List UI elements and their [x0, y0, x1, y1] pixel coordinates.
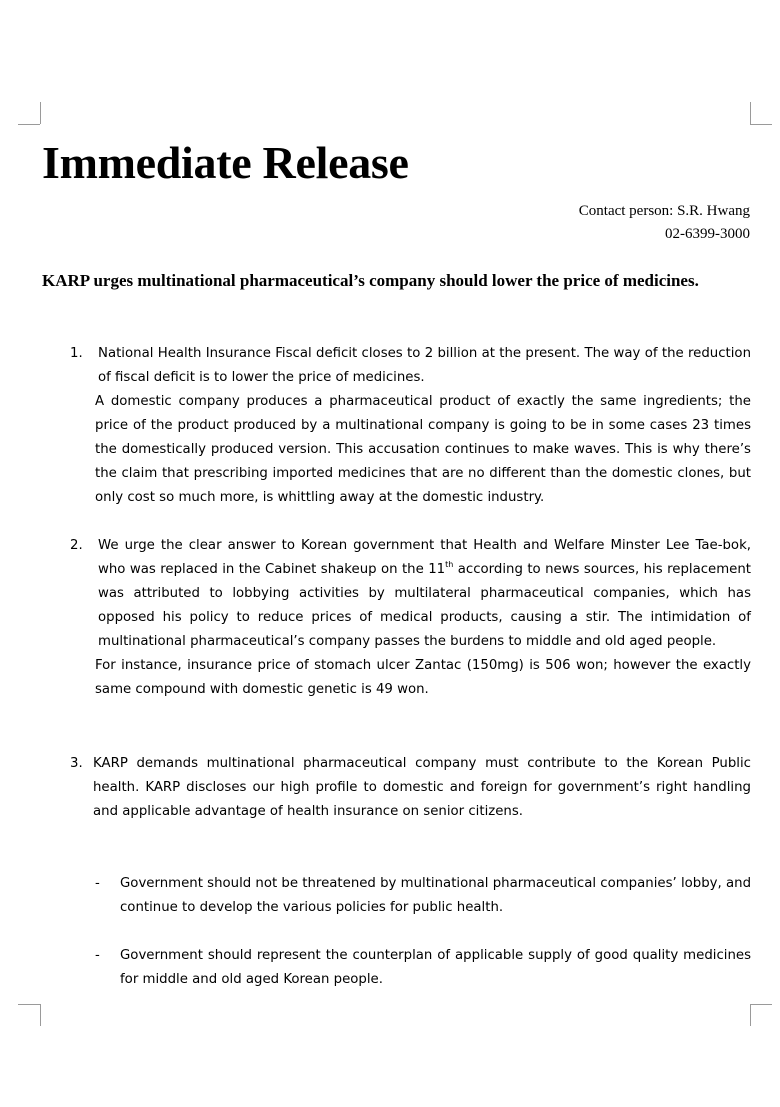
item-paragraph: A domestic company produces a pharmaceutical product of exactly the same ingredients; the price of the product produced by a multinational company is going to be in some cases 23 times the domestically produced version. This accusation continues to make waves. This is why there’s the claim that prescribing imported medicines that are no different than the domestic clones, but only cost so much more, is whittling away at the domestic industry.: [95, 394, 751, 505]
crop-mark-bottom-left-h: [18, 1004, 40, 1005]
bullet-dash: -: [95, 948, 100, 963]
bullet-item-1: [95, 872, 751, 920]
item-paragraph: For instance, insurance price of stomach ulcer Zantac (150mg) is 506 won; however the exactly same compound with domestic genetic is 49 won.: [95, 658, 751, 697]
numbered-item-2: [70, 534, 751, 702]
press-headline: KARP urges multinational pharmaceutical’s company should lower the price of medicines.: [42, 271, 699, 290]
contact-block: [579, 200, 750, 246]
crop-mark-top-left-v: [40, 102, 41, 124]
bullet-item-2: [95, 944, 751, 992]
item-paragraph-text: according to news sources, his replacement was attributed to lobbying activities by multilateral pharmaceutical companies, which has opposed his policy to reduce prices of medical products, causing a stir. The intimidation of multinational pharmaceutical’s company passes the burdens to middle and old aged people.: [98, 562, 751, 649]
numbered-item-1: [70, 342, 751, 510]
item-paragraph: [98, 534, 751, 654]
bullet-text: Government should represent the counterplan of applicable supply of good quality medicines for middle and old aged Korean people.: [120, 948, 751, 987]
contact-phone: 02-6399-3000: [665, 226, 750, 242]
bullet-text: Government should not be threatened by multinational pharmaceutical companies’ lobby, and continue to develop the various policies for public health.: [120, 876, 752, 915]
numbered-item-3: [70, 752, 751, 824]
ordinal-superscript: th: [445, 560, 454, 569]
crop-mark-top-right-h: [750, 124, 772, 125]
crop-mark-bottom-right-h: [750, 1004, 772, 1005]
item-paragraph-text: We urge the clear answer to Korean government that Health and Welfare Minster Lee Tae-bok, who was replaced in the Cabinet shakeup on the 11: [98, 538, 751, 577]
item-paragraph: KARP demands multinational pharmaceutical company must contribute to the Korean Public health. KARP discloses our high profile to domestic and foreign for government’s right handling and applicable advantage of health insurance on senior citizens.: [93, 756, 751, 819]
bullet-dash: -: [95, 876, 100, 891]
crop-mark-bottom-left-v: [40, 1004, 41, 1026]
crop-mark-top-right-v: [750, 102, 751, 124]
item-paragraph: National Health Insurance Fiscal deficit closes to 2 billion at the present. The way of the reduction of fiscal deficit is to lower the price of medicines.: [98, 346, 751, 385]
contact-person: Contact person: S.R. Hwang: [578, 203, 750, 219]
crop-mark-bottom-right-v: [750, 1004, 751, 1026]
item-number: 1.: [70, 346, 83, 361]
item-number: 3.: [70, 756, 83, 771]
document-title: Immediate Release: [42, 137, 409, 188]
crop-mark-top-left-h: [18, 124, 40, 125]
item-number: 2.: [70, 538, 83, 553]
